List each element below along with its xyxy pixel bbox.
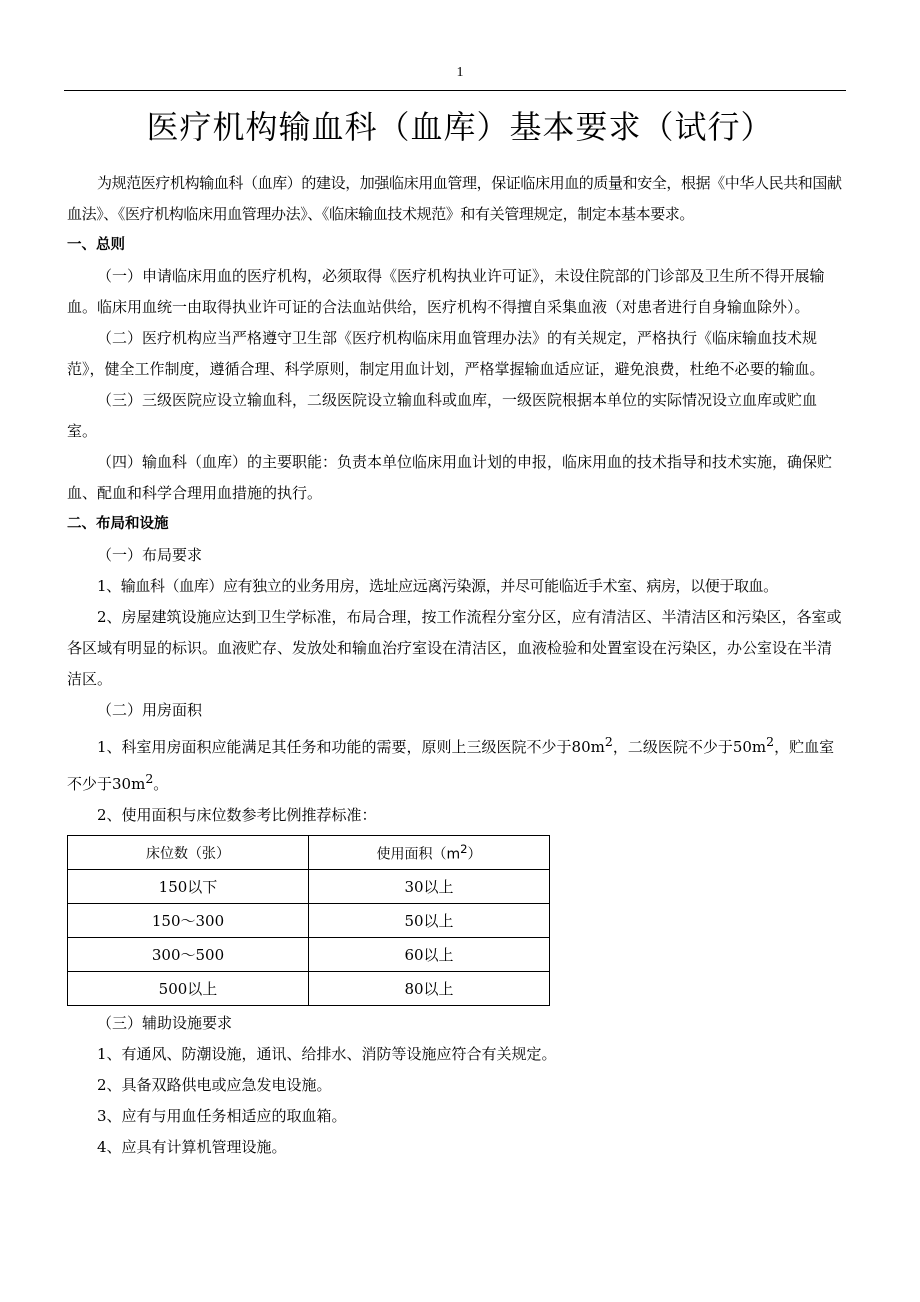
subheading-layout-requirements: （一）布局要求 bbox=[97, 546, 203, 564]
general-item-1: （一）申请临床用血的医疗机构，必须取得《医疗机构执业许可证》，未设住院部的门诊部及卫生所不得开展输血。临床用血统一由取得执业许可证的合法血站供给，医疗机构不得擅自采集血液（对患者进行自身输血除外）。 bbox=[67, 267, 825, 316]
auxiliary-item-3: 3、应有与用血任务相适应的取血箱。 bbox=[97, 1107, 347, 1125]
table-row bbox=[68, 972, 550, 1006]
superscript: 2 bbox=[604, 734, 613, 749]
table-cell-area: 30以上 bbox=[309, 870, 550, 904]
room-area-text-a: 1、科室用房面积应能满足其任务和功能的需要，原则上三级医院不少于80m bbox=[97, 738, 605, 756]
table-cell-beds: 500以上 bbox=[68, 972, 309, 1006]
room-area-item-1 bbox=[67, 726, 843, 800]
superscript: 2 bbox=[145, 771, 154, 786]
auxiliary-item-1: 1、有通风、防潮设施，通讯、给排水、消防等设施应符合有关规定。 bbox=[97, 1045, 557, 1063]
room-area-text-c: ，贮血室不少于30m bbox=[67, 738, 835, 793]
room-area-text-b: ，二级医院不少于50m bbox=[612, 738, 767, 756]
intro-paragraph: 为规范医疗机构输血科（血库）的建设，加强临床用血管理，保证临床用血的质量和安全，根据《中华人民共和国献血法》、《医疗机构临床用血管理办法》、《临床输血技术规范》和有关管理规定，制定本基本要求。 bbox=[67, 174, 842, 223]
table-row bbox=[68, 904, 550, 938]
table-cell-area: 80以上 bbox=[309, 972, 550, 1006]
layout-item-1: 1、输血科（血库）应有独立的业务用房，选址应远离污染源，并尽可能临近手术室、病房，以便于取血。 bbox=[97, 577, 778, 595]
room-area-item-2: 2、使用面积与床位数参考比例推荐标准： bbox=[97, 806, 377, 824]
table-header-beds: 床位数（张） bbox=[68, 836, 309, 870]
table-cell-beds: 150以下 bbox=[68, 870, 309, 904]
auxiliary-item-4: 4、应具有计算机管理设施。 bbox=[97, 1138, 287, 1156]
section-heading-general: 一、总则 bbox=[67, 237, 125, 253]
table-header-area bbox=[309, 836, 550, 870]
table-header-row bbox=[68, 836, 550, 870]
table-cell-area: 60以上 bbox=[309, 938, 550, 972]
header-rule bbox=[64, 90, 846, 91]
layout-item-2: 2、房屋建筑设施应达到卫生学标准，布局合理，按工作流程分室分区，应有清洁区、半清洁区和污染区，各室或各区域有明显的标识。血液贮存、发放处和输血治疗室设在清洁区，血液检验和处置室设在污染区，办公室设在半清洁区。 bbox=[67, 608, 842, 688]
room-area-text-d: 。 bbox=[153, 775, 169, 793]
bed-area-table bbox=[67, 835, 550, 1006]
general-item-3: （三）三级医院应设立输血科，二级医院设立输血科或血库，一级医院根据本单位的实际情况设立血库或贮血室。 bbox=[67, 391, 818, 440]
subheading-auxiliary-facilities: （三）辅助设施要求 bbox=[97, 1014, 233, 1032]
general-item-2: （二）医疗机构应当严格遵守卫生部《医疗机构临床用血管理办法》的有关规定，严格执行《临床输血技术规范》，健全工作制度，遵循合理、科学原则，制定用血计划，严格掌握输血适应证，避免浪费，杜绝不必要的输血。 bbox=[67, 329, 825, 378]
table-cell-beds: 300～500 bbox=[68, 938, 309, 972]
page-number: 1 bbox=[456, 65, 464, 80]
table-cell-beds: 150～300 bbox=[68, 904, 309, 938]
table-row bbox=[68, 870, 550, 904]
auxiliary-item-2: 2、具备双路供电或应急发电设施。 bbox=[97, 1076, 332, 1094]
subheading-room-area: （二）用房面积 bbox=[97, 701, 203, 719]
table-header-area-close: ） bbox=[467, 846, 482, 863]
superscript: 2 bbox=[460, 841, 468, 856]
section-heading-layout: 二、布局和设施 bbox=[67, 516, 169, 532]
superscript: 2 bbox=[766, 734, 775, 749]
table-cell-area: 50以上 bbox=[309, 904, 550, 938]
general-item-4: （四）输血科（血库）的主要职能：负责本单位临床用血计划的申报，临床用血的技术指导和技术实施，确保贮血、配血和科学合理用血措施的执行。 bbox=[67, 453, 833, 502]
document-body bbox=[67, 168, 843, 1163]
table-row bbox=[68, 938, 550, 972]
table-header-area-text: 使用面积（m bbox=[376, 846, 461, 863]
document-title: 医疗机构输血科（血库）基本要求（试行） bbox=[146, 108, 774, 146]
